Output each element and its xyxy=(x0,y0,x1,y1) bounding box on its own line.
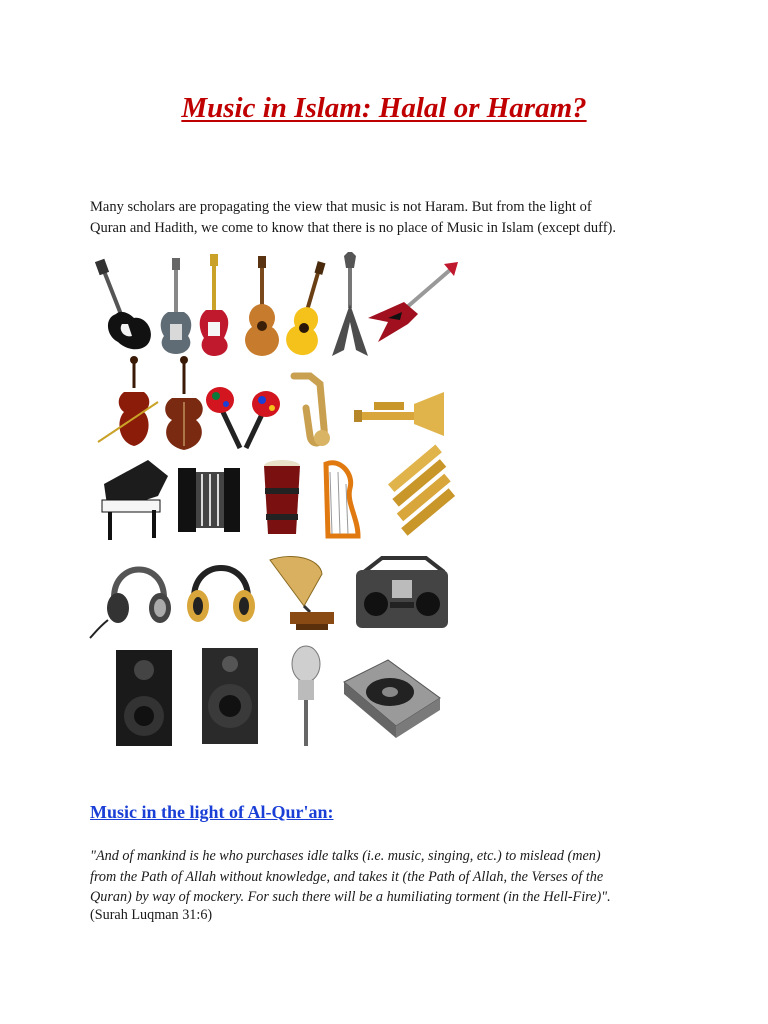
quran-quote xyxy=(90,846,710,908)
microphone-icon xyxy=(292,646,320,746)
electric-bass-red-icon xyxy=(200,254,229,356)
acoustic-guitar-brown-icon xyxy=(245,256,279,356)
dj-turntable-icon xyxy=(344,660,440,738)
conga-drum-icon xyxy=(264,460,300,534)
instrument-gallery xyxy=(88,252,468,752)
maracas-icon xyxy=(206,387,280,448)
saxophone-icon xyxy=(294,376,330,446)
headphones-gold-icon xyxy=(187,568,255,622)
electric-guitar-black-icon xyxy=(95,259,151,350)
electric-guitar-grey-icon xyxy=(161,258,192,354)
gramophone-icon xyxy=(270,556,334,630)
headphones-grey-icon xyxy=(90,570,171,639)
violin-icon xyxy=(98,356,158,446)
intro-line: Many scholars are propagating the view that music is not Haram. But from the light of xyxy=(90,199,592,215)
intro-line: Quran and Hadith, we come to know that there is no place of Music in Islam (except duff). xyxy=(90,220,617,236)
page-title: Music in Islam: Halal or Haram? xyxy=(181,92,587,124)
pan-flute-icon xyxy=(388,445,455,536)
grand-piano-icon xyxy=(102,460,168,540)
acoustic-guitar-yellow-icon xyxy=(282,261,325,359)
cello-icon xyxy=(165,356,203,450)
section-heading-quran: Music in the light of Al-Qur'an: xyxy=(90,802,334,822)
trumpet-icon xyxy=(354,392,444,436)
accordion-icon xyxy=(178,468,240,532)
intro-paragraph xyxy=(90,197,690,239)
explorer-guitar-red-icon xyxy=(368,262,458,342)
boombox-icon xyxy=(356,558,448,628)
harp-icon xyxy=(326,463,358,536)
quote-line: Quran) by way of mockery. For such there will be a humiliating torment (in the Hell-Fire)". xyxy=(90,889,611,905)
speaker-right-icon xyxy=(202,648,258,744)
flying-v-guitar-icon xyxy=(332,252,368,356)
quote-citation: (Surah Luqman 31:6) xyxy=(90,907,213,923)
quote-line: from the Path of Allah without knowledge, and takes it (the Path of Allah, the Verses of the xyxy=(90,868,604,885)
speaker-left-icon xyxy=(116,650,172,746)
quote-line: "And of mankind is he who purchases idle talks (i.e. music, singing, etc.) to mislead (men) xyxy=(90,848,601,864)
